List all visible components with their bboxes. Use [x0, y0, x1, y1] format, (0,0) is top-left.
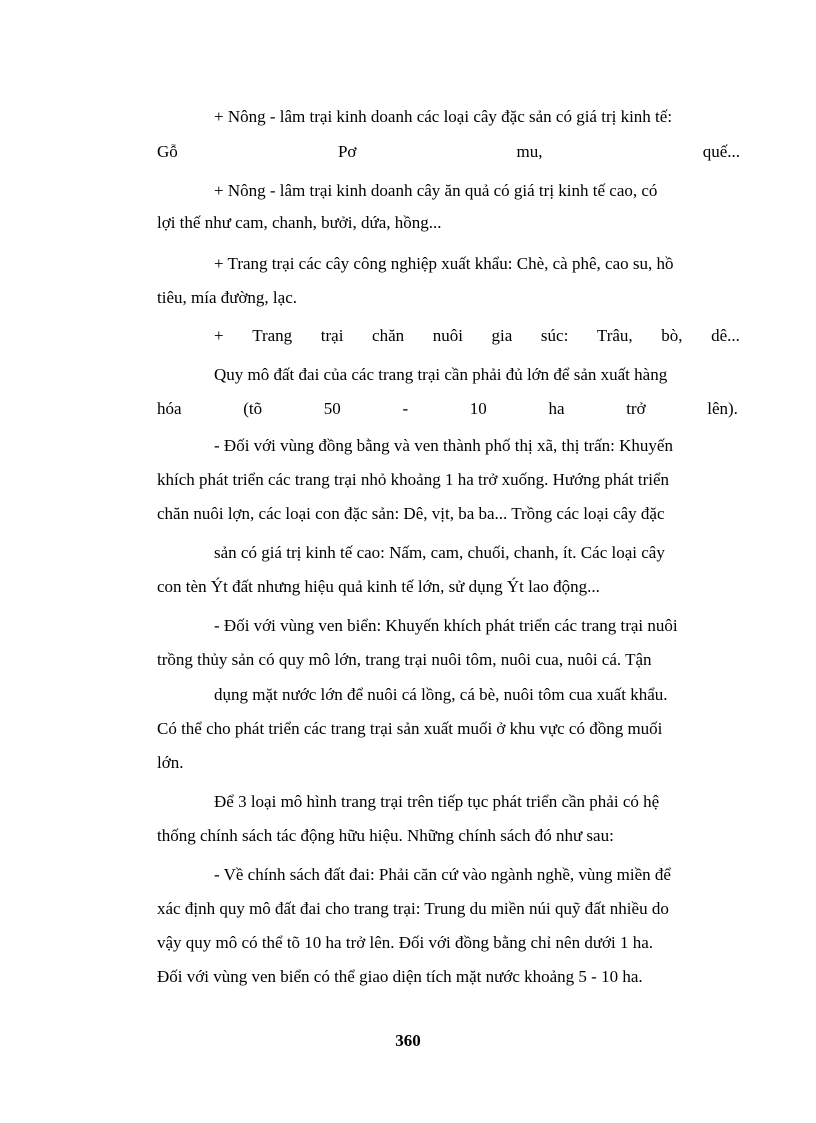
word: 10 [469, 399, 487, 418]
word: Gỗ [157, 142, 178, 161]
text-line: xác định quy mô đất đai cho trang trại: Trung du miền núi quỹ đất nhiều do [157, 899, 669, 918]
text-line: + Trang trại các cây công nghiệp xuất khẩu: Chè, cà phê, cao su, hồ [214, 254, 674, 273]
word: (tõ [243, 399, 263, 418]
text-line: Để 3 loại mô hình trang trại trên tiếp tục phát triển cần phải có hệ [214, 792, 660, 811]
word: 50 [323, 399, 341, 418]
word: - [402, 399, 409, 418]
text-line: + Nông - lâm trại kinh doanh các loại cây đặc sản có giá trị kinh tế: [214, 107, 673, 126]
word: Trâu, [596, 326, 633, 345]
text-line: - Về chính sách đất đai: Phải căn cứ vào ngành nghề, vùng miền để [214, 865, 671, 884]
text-line: vậy quy mô có thể tõ 10 ha trở lên. Đối với đồng bằng chỉ nên dưới 1 ha. [157, 933, 654, 952]
word: súc: [540, 326, 569, 345]
word: dê... [711, 326, 740, 345]
word: quế... [702, 142, 740, 161]
text-line: - Đối với vùng ven biển: Khuyến khích phát triển các trang trại nuôi [214, 616, 678, 635]
text-line: Đối với vùng ven biển có thể giao diện tích mặt nước khoảng 5 - 10 ha. [157, 967, 643, 986]
text-line: dụng mặt nước lớn để nuôi cá lồng, cá bè, nuôi tôm cua xuất khẩu. [214, 685, 668, 704]
text-line: tiêu, mía đường, lạc. [157, 288, 298, 307]
word: trở [626, 399, 646, 418]
text-line: chăn nuôi lợn, các loại con đặc sản: Dê, vịt, ba ba... Trồng các loại cây đặc [157, 504, 665, 523]
text-line: lợi thế như cam, chanh, bưởi, dứa, hồng... [157, 213, 442, 232]
word: + [214, 326, 224, 345]
word: bò, [661, 326, 683, 345]
word: gia [491, 326, 513, 345]
text-line: sản có giá trị kinh tế cao: Nấm, cam, chuối, chanh, ít. Các loại cây [214, 543, 665, 562]
text-line: khích phát triển các trang trại nhỏ khoảng 1 ha trở xuống. Hướng phát triển [157, 470, 670, 489]
text-line: Quy mô đất đai của các trang trại cần phải đủ lớn để sản xuất hàng [214, 365, 668, 384]
word: trại [320, 326, 344, 345]
text-line: Có thể cho phát triển các trang trại sản xuất muối ở khu vực có đồng muối [157, 719, 663, 738]
word: chăn [372, 326, 405, 345]
text-line: + Nông - lâm trại kinh doanh cây ăn quả có giá trị kinh tế cao, có [214, 181, 658, 200]
word: Trang [252, 326, 293, 345]
text-line: - Đối với vùng đồng bằng và ven thành phố thị xã, thị trấn: Khuyến [214, 436, 673, 455]
word: hóa [157, 399, 182, 418]
page-number: 360 [395, 1031, 421, 1050]
text-line: lớn. [157, 753, 184, 772]
text-line: con tèn Ýt đất nhưng hiệu quả kinh tế lớn, sử dụng Ýt lao động... [157, 577, 600, 596]
text-line: thống chính sách tác động hữu hiệu. Những chính sách đó như sau: [157, 826, 614, 845]
word: nuôi [432, 326, 463, 345]
word: mu, [516, 142, 543, 161]
text-line-justified [157, 141, 740, 163]
word: ha [548, 399, 565, 418]
text-line-justified [214, 325, 740, 347]
word: Pơ [337, 142, 357, 161]
text-line: trồng thủy sản có quy mô lớn, trang trại nuôi tôm, nuôi cua, nuôi cá. Tận [157, 650, 652, 669]
text-line-justified [157, 398, 738, 420]
word: lên). [707, 399, 738, 418]
